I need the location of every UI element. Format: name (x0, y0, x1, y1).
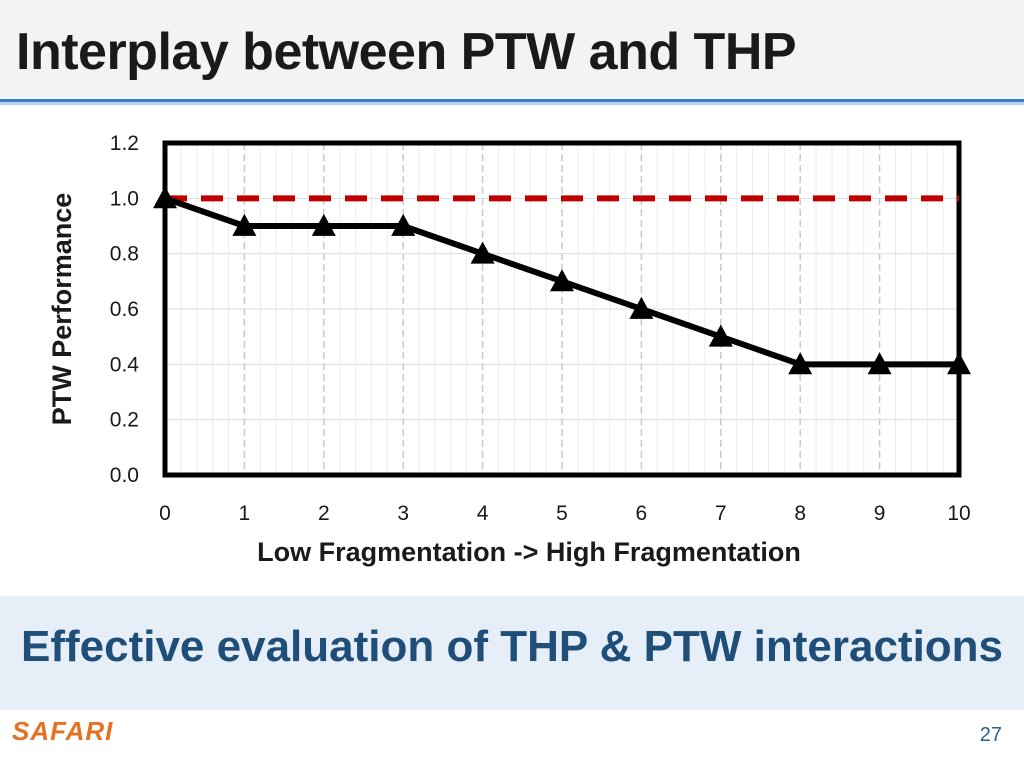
y-tick-label: 0.8 (109, 242, 139, 266)
y-tick-label: 1.0 (109, 187, 139, 211)
title-bar (0, 0, 1024, 100)
x-tick-label: 7 (714, 502, 727, 525)
title-divider-accent (0, 102, 1024, 105)
x-tick-label: 2 (317, 502, 330, 525)
chart-grid (165, 143, 959, 475)
y-tick-label: 0.2 (109, 408, 139, 432)
page-number: 27 (979, 724, 1002, 746)
y-tick-label: 0.0 (109, 464, 139, 487)
y-tick-label: 0.4 (109, 353, 139, 377)
x-tick-label: 8 (794, 502, 807, 525)
line-chart (0, 110, 1024, 590)
x-tick-label: 5 (556, 502, 568, 525)
y-axis-label: PTW Performance (47, 192, 77, 426)
x-tick-label: 3 (397, 502, 410, 525)
takeaway-banner (0, 596, 1024, 710)
x-axis-label: Low Fragmentation -> High Fragmentation (257, 537, 801, 567)
chart-tick-labels (110, 132, 971, 525)
x-tick-label: 1 (238, 502, 251, 525)
y-tick-label: 0.6 (109, 298, 139, 321)
x-tick-label: 10 (947, 502, 971, 525)
y-tick-label: 1.2 (109, 132, 139, 155)
x-tick-label: 0 (159, 502, 171, 525)
x-tick-label: 9 (873, 502, 886, 525)
safari-logo: SAFARI (12, 716, 114, 746)
takeaway-text: Effective evaluation of THP & PTW interactions (20, 622, 1004, 671)
slide-title: Interplay between PTW and THP (16, 23, 797, 81)
x-tick-label: 6 (635, 502, 648, 525)
x-tick-label: 4 (476, 502, 489, 525)
